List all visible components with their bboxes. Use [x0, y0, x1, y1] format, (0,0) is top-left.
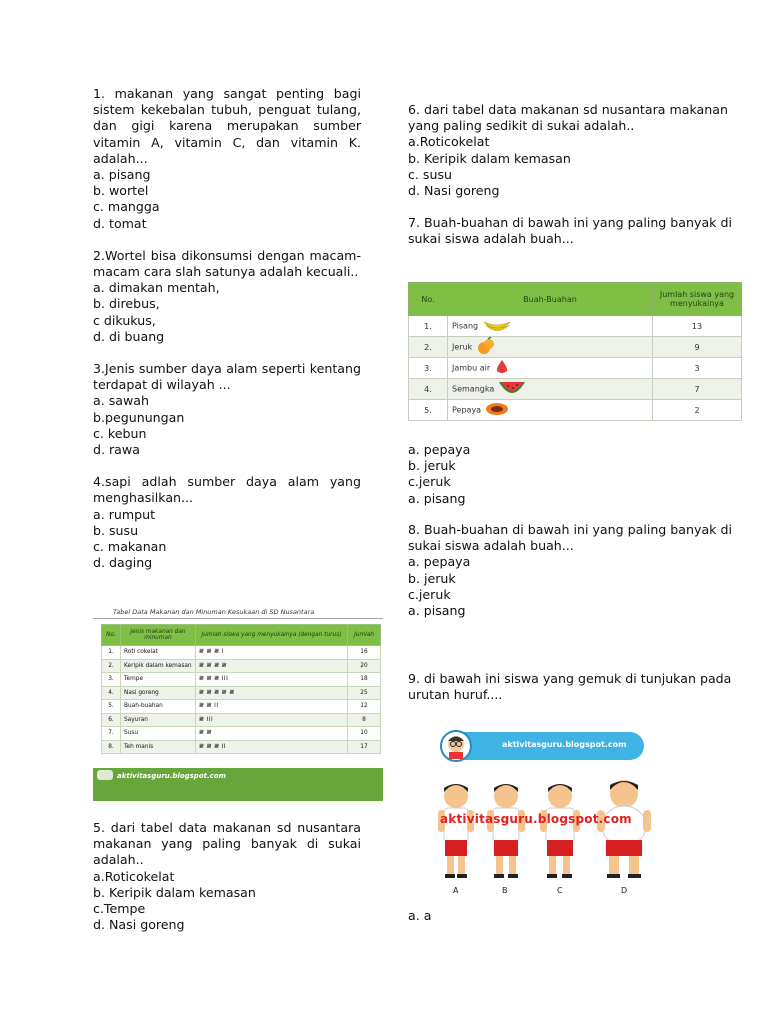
row-total: 10: [348, 727, 381, 741]
question-8-stem: 8. Buah-buahan di bawah ini yang paling banyak di sukai siswa adalah buah...: [408, 522, 732, 554]
row-total: 17: [348, 740, 381, 754]
fruit-table: [408, 282, 742, 421]
fruit-row-name: Jambu air: [452, 363, 491, 373]
question-5: [93, 820, 361, 933]
row-food: Nasi goreng: [121, 686, 196, 700]
fruit-table-row: [409, 316, 742, 337]
fruit-row-name: Semangka: [452, 384, 495, 394]
row-food: Sayuran: [121, 713, 196, 727]
student-a: [438, 784, 474, 878]
fruit-header-name: Buah-Buahan: [448, 283, 653, 316]
question-8: [408, 522, 742, 619]
watermark: aktivitasguru.blogspot.com: [440, 812, 632, 826]
food-table-row: [102, 646, 381, 660]
right-column: [408, 102, 742, 264]
fruit-table-row: [409, 400, 742, 421]
food-table-row: [102, 740, 381, 754]
student-b: [487, 784, 525, 878]
row-tally: 𝍸 𝍸: [196, 727, 348, 741]
question-2: [93, 248, 361, 345]
header-tally: Jumlah siswa yang menyukainya (dengan turus): [196, 625, 348, 646]
q7-option-b: b. jeruk: [408, 458, 456, 474]
q7-option-c: c.jeruk: [408, 474, 451, 490]
row-no: 8.: [102, 740, 121, 754]
row-total: 20: [348, 659, 381, 673]
q6-option-b: b. Keripik dalam kemasan: [408, 150, 571, 166]
question-7-options: [408, 442, 742, 507]
row-food: Keripik dalam kemasan: [121, 659, 196, 673]
row-total: 12: [348, 700, 381, 714]
header-food: Jenis makanan dan minuman: [121, 625, 196, 646]
row-no: 6.: [102, 713, 121, 727]
q3-option-d: d. rawa: [93, 442, 140, 458]
q5-option-b: b. Keripik dalam kemasan: [93, 884, 256, 900]
q1-option-a: a. pisang: [93, 167, 151, 183]
question-7-stem: 7. Buah-buahan di bawah ini yang paling banyak di sukai siswa adalah buah...: [408, 215, 732, 247]
orange-icon: [476, 337, 496, 357]
fruit-row-name-cell: [448, 379, 653, 400]
row-tally: 𝍸 𝍸 𝍸 𝍸 𝍸: [196, 686, 348, 700]
header-total: Jumlah: [348, 625, 381, 646]
fruit-table-row: [409, 337, 742, 358]
row-tally: 𝍸 III: [196, 713, 348, 727]
fruit-row-name-cell: [448, 400, 653, 421]
student-d: [597, 780, 651, 878]
q2-option-b: b. direbus,: [93, 296, 160, 312]
q5-option-c: c.Tempe: [93, 901, 146, 917]
q1-option-d: d. tomat: [93, 215, 147, 231]
row-no: 7.: [102, 727, 121, 741]
students-illustration: [420, 722, 662, 906]
left-column: [93, 86, 361, 587]
food-table: [101, 624, 381, 754]
row-tally: 𝍸 𝍸 𝍸 I: [196, 646, 348, 660]
q3-option-b: b.pegunungan: [93, 409, 185, 425]
question-3: [93, 361, 361, 458]
food-table-row: [102, 727, 381, 741]
papaya-icon: [485, 402, 509, 418]
q4-option-c: c. makanan: [93, 539, 167, 555]
row-food: Tempe: [121, 673, 196, 687]
fruit-row-name: Pepaya: [452, 405, 482, 415]
question-3-stem: 3.Jenis sumber daya alam seperti kentang terdapat di wilayah ...: [93, 361, 361, 393]
fruit-table-row: [409, 379, 742, 400]
food-table-row: [102, 700, 381, 714]
q7-option-a: a. pepaya: [408, 442, 471, 457]
row-no: 3.: [102, 673, 121, 687]
food-table-title: Tabel Data Makanan dan Minuman Kesukaan di SD Nusantara: [113, 608, 315, 616]
fruit-table-header-row: [409, 283, 742, 316]
banner-url: aktivitasguru.blogspot.com: [502, 740, 627, 749]
question-1-stem: 1. makanan yang sangat penting bagi sistem kekebalan tubuh, penguat tulang, dan gigi karena merupakan sumber vitamin A, vitamin C, dan vitamin K. adalah...: [93, 86, 361, 166]
q6-option-a: a.Roticokelat: [408, 134, 490, 150]
watermelon-icon: [498, 380, 526, 398]
fruit-row-no: 1.: [409, 316, 448, 337]
q7-option-d: a. pisang: [408, 490, 466, 506]
fruit-row-count: 13: [653, 316, 742, 337]
question-4-stem: 4.sapi adlah sumber daya alam yang menghasilkan...: [93, 474, 361, 506]
q9-option-a: a. a: [408, 908, 432, 923]
fruit-row-count: 2: [653, 400, 742, 421]
label-d: D: [621, 886, 628, 895]
q2-option-c: c dikukus,: [93, 312, 156, 328]
row-no: 5.: [102, 700, 121, 714]
row-no: 1.: [102, 646, 121, 660]
leaf-icon: [97, 770, 113, 780]
figure-footer: [93, 768, 383, 801]
footer-url: aktivitasguru.blogspot.com: [117, 772, 226, 780]
question-6: [408, 102, 742, 199]
q8-option-a: a. pepaya: [408, 554, 471, 570]
row-tally: 𝍸 𝍸 𝍸 𝍸: [196, 659, 348, 673]
question-9-options: [408, 908, 742, 924]
row-no: 2.: [102, 659, 121, 673]
fruit-header-count: Jumlah siswa yang menyukainya: [653, 283, 742, 316]
fruit-row-name-cell: [448, 358, 653, 379]
q4-option-a: a. rumput: [93, 506, 156, 522]
fruit-row-no: 3.: [409, 358, 448, 379]
fruit-row-name: Jeruk: [452, 342, 473, 352]
row-total: 16: [348, 646, 381, 660]
food-table-figure: [93, 604, 383, 801]
row-total: 25: [348, 686, 381, 700]
question-5-stem: 5. dari tabel data makanan sd nusantara makanan yang paling banyak di sukai adalah..: [93, 820, 361, 868]
fruit-table-figure: [408, 282, 742, 421]
q5-option-a: a.Roticokelat: [93, 868, 175, 884]
fruit-row-name-cell: [448, 337, 653, 358]
food-table-row: [102, 673, 381, 687]
q3-option-c: c. kebun: [93, 425, 147, 441]
fruit-row-no: 2.: [409, 337, 448, 358]
row-tally: 𝍸 𝍸 II: [196, 700, 348, 714]
q4-option-d: d. daging: [93, 555, 153, 571]
fruit-row-count: 3: [653, 358, 742, 379]
row-food: Susu: [121, 727, 196, 741]
row-food: Buah-buahan: [121, 700, 196, 714]
q6-option-c: c. susu: [408, 166, 453, 182]
q8-option-b: b. jeruk: [408, 570, 456, 586]
q8-option-d: a. pisang: [408, 603, 466, 619]
fruit-row-no: 4.: [409, 379, 448, 400]
q5-option-d: d. Nasi goreng: [93, 917, 185, 933]
q2-option-a: a. dimakan mentah,: [93, 280, 220, 296]
fruit-row-count: 9: [653, 337, 742, 358]
question-2-stem: 2.Wortel bisa dikonsumsi dengan macam-macam cara slah satunya adalah kecuali..: [93, 247, 361, 280]
label-b: B: [502, 886, 508, 895]
q8-option-c: c.jeruk: [408, 586, 451, 602]
fruit-row-count: 7: [653, 379, 742, 400]
row-total: 18: [348, 673, 381, 687]
row-tally: 𝍸 𝍸 𝍸 III: [196, 673, 348, 687]
fruit-row-name-cell: [448, 316, 653, 337]
fruit-header-no: No.: [409, 283, 448, 316]
rose-apple-icon: [494, 359, 510, 377]
food-table-row: [102, 686, 381, 700]
row-food: Roti cokelat: [121, 646, 196, 660]
question-9-stem: 9. di bawah ini siswa yang gemuk di tunjukan pada urutan huruf....: [408, 671, 732, 703]
label-c: C: [557, 886, 563, 895]
question-7: [408, 215, 742, 247]
banana-icon: [482, 318, 512, 334]
header-no: No.: [102, 625, 121, 646]
q1-option-b: b. wortel: [93, 183, 149, 199]
food-table-row: [102, 713, 381, 727]
fruit-row-name: Pisang: [452, 321, 479, 331]
question-1: [93, 86, 361, 232]
row-no: 4.: [102, 686, 121, 700]
q4-option-b: b. susu: [93, 522, 139, 538]
row-food: Teh manis: [121, 740, 196, 754]
q2-option-d: d. di buang: [93, 328, 165, 344]
label-a: A: [453, 886, 459, 895]
food-table-header-row: [102, 625, 381, 646]
q6-option-d: d. Nasi goreng: [408, 183, 500, 199]
row-total: 8: [348, 713, 381, 727]
question-6-stem: 6. dari tabel data makanan sd nusantara makanan yang paling sedikit di sukai adalah..: [408, 102, 728, 134]
title-divider: [93, 618, 383, 619]
q1-option-c: c. mangga: [93, 199, 160, 215]
fruit-row-no: 5.: [409, 400, 448, 421]
question-9: [408, 671, 742, 703]
question-4: [93, 474, 361, 571]
food-table-row: [102, 659, 381, 673]
row-tally: 𝍸 𝍸 𝍸 II: [196, 740, 348, 754]
student-c: [540, 784, 580, 878]
fruit-table-row: [409, 358, 742, 379]
q3-option-a: a. sawah: [93, 393, 150, 409]
